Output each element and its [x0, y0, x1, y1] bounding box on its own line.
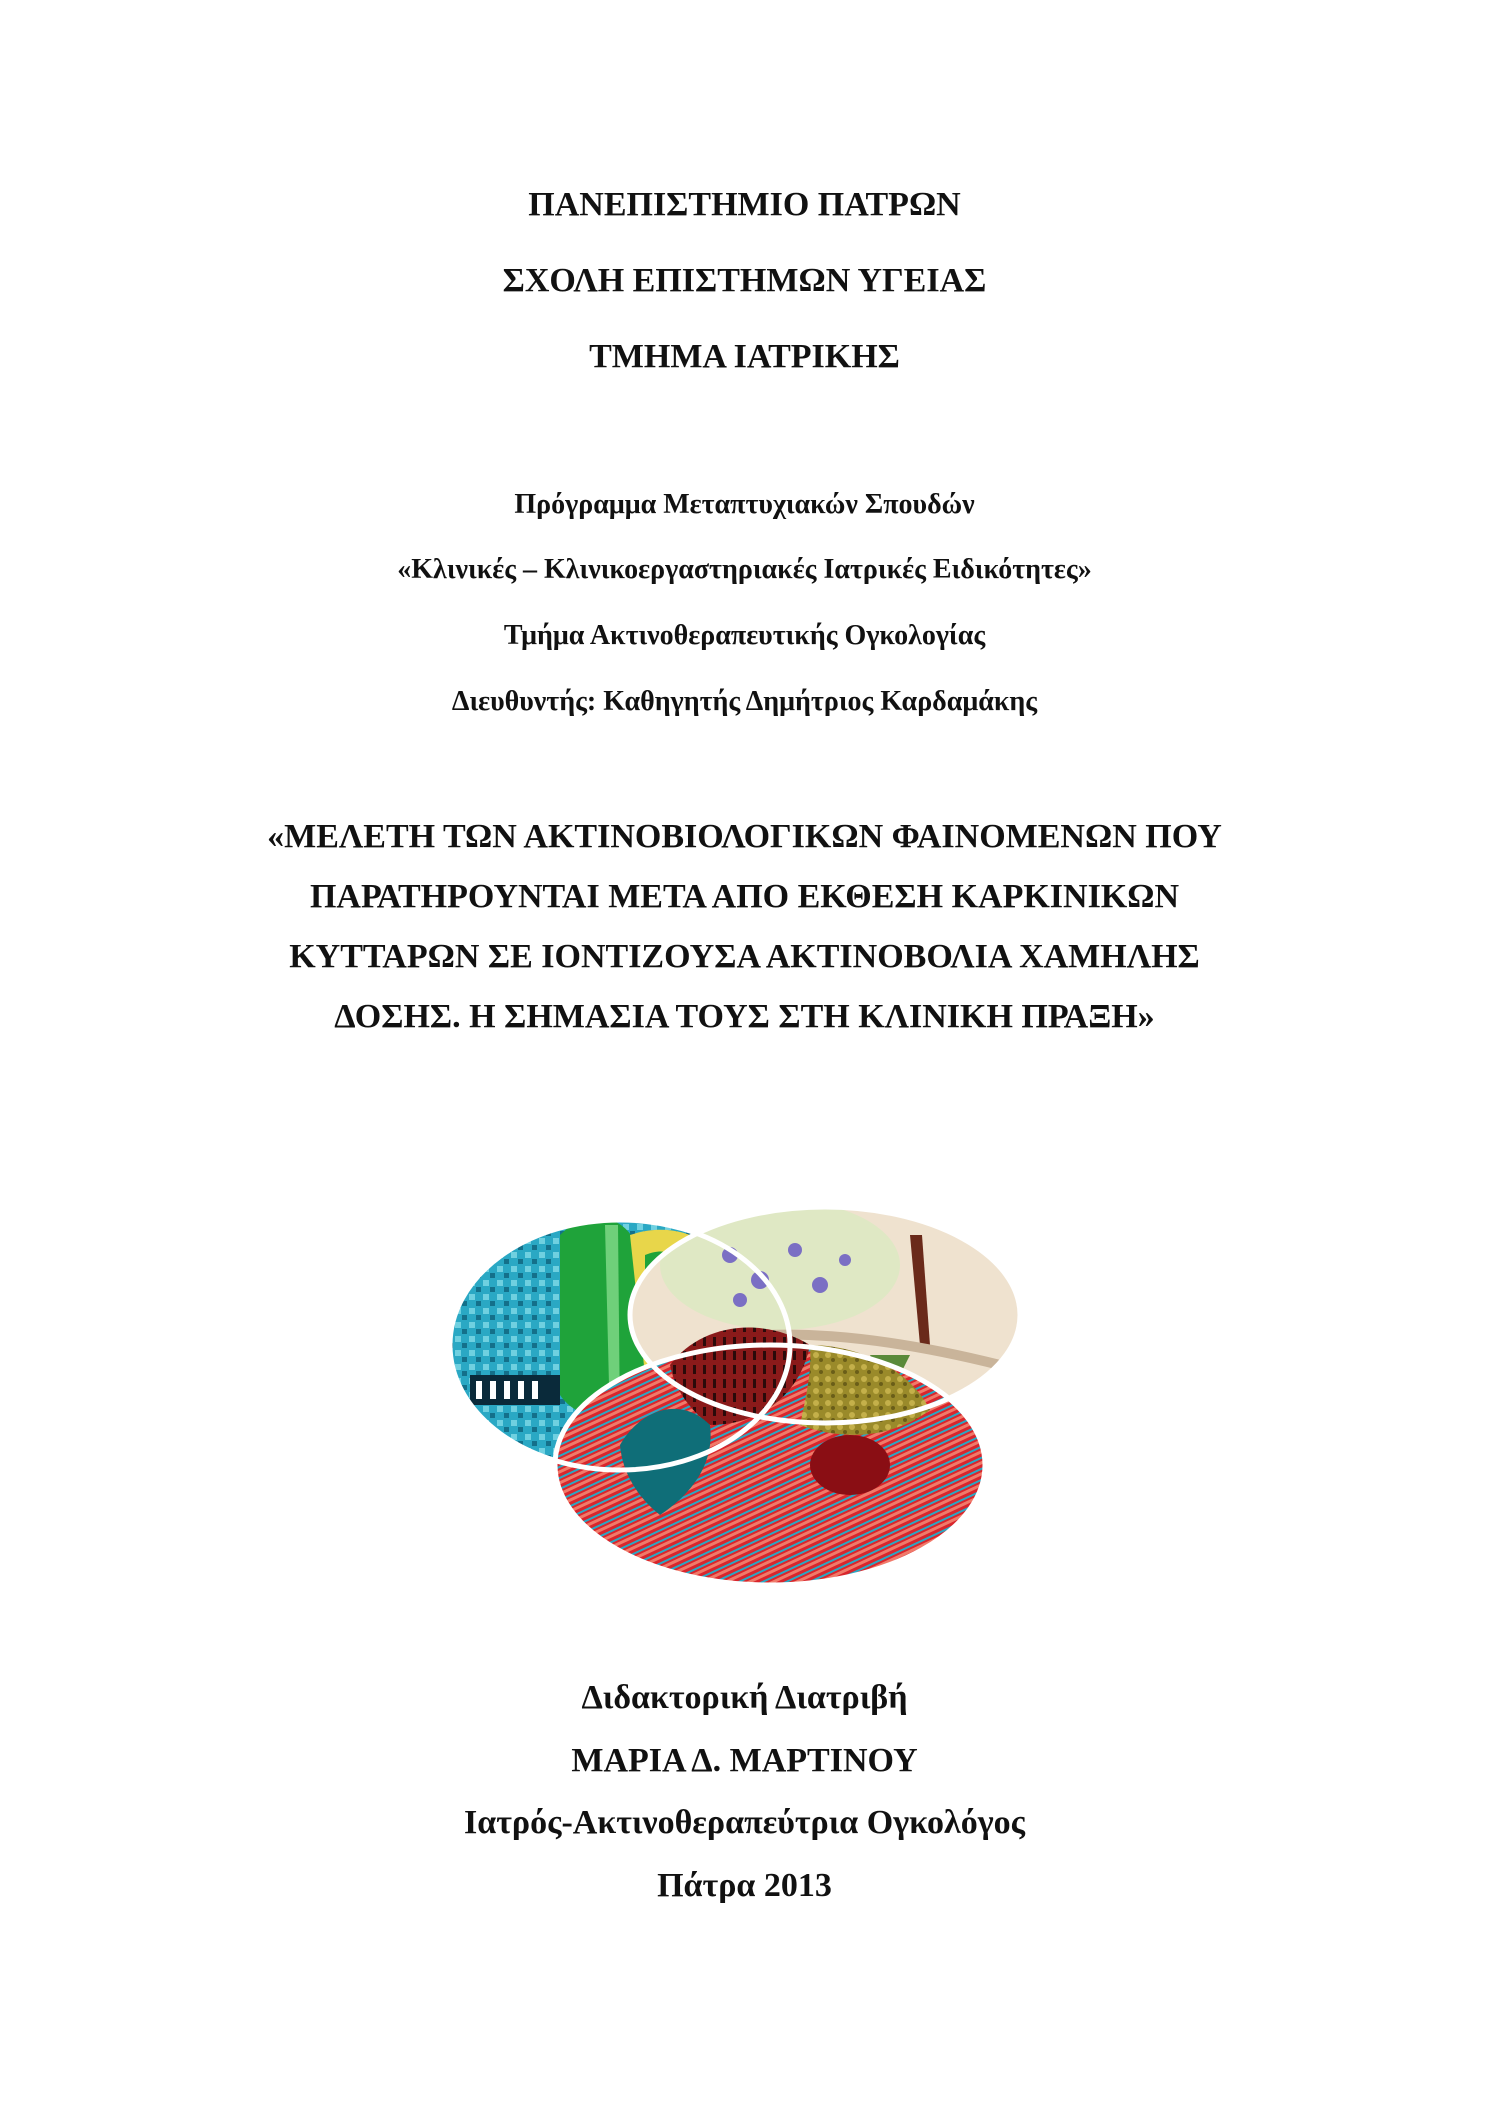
place-and-year: Πάτρα 2013 — [657, 1867, 832, 1904]
thesis-title-line-4: ΔΟΣΗΣ. Η ΣΗΜΑΣΙΑ ΤΟΥΣ ΣΤΗ ΚΛΙΝΙΚΗ ΠΡΑΞΗ» — [334, 998, 1155, 1035]
author-title: Ιατρός-Ακτινοθεραπεύτρια Ογκολόγος — [464, 1804, 1025, 1841]
program-specialties: «Κλινικές – Κλινικοεργαστηριακές Ιατρικές Ειδικότητες» — [397, 554, 1092, 585]
thesis-title-line-2: ΠΑΡΑΤΗΡΟΥΝΤΑΙ ΜΕΤΑ ΑΠΟ ΕΚΘΕΣΗ ΚΑΡΚΙΝΙΚΩΝ — [309, 878, 1180, 915]
department-name: ΤΜΗΜΑ ΙΑΤΡΙΚΗΣ — [589, 338, 900, 375]
program-department: Τμήμα Ακτινοθεραπευτικής Ογκολογίας — [503, 620, 986, 651]
cover-illustration — [440, 1195, 1040, 1595]
school-name: ΣΧΟΛΗ ΕΠΙΣΤΗΜΩΝ ΥΓΕΙΑΣ — [502, 262, 987, 299]
program-name: Πρόγραμμα Μεταπτυχιακών Σπουδών — [514, 489, 975, 520]
thesis-title-line-1: «ΜΕΛΕΤΗ ΤΩΝ ΑΚΤΙΝΟΒΙΟΛΟΓΙΚΩΝ ΦΑΙΝΟΜΕΝΩΝ ΠΟΥ — [267, 818, 1222, 855]
author-name: ΜΑΡΙΑ Δ. ΜΑΡΤΙΝΟΥ — [571, 1742, 918, 1779]
document-type: Διδακτορική Διατριβή — [581, 1679, 908, 1716]
university-name: ΠΑΝΕΠΙΣΤΗΜΙΟ ΠΑΤΡΩΝ — [528, 186, 961, 223]
thesis-title-line-3: ΚΥΤΤΑΡΩΝ ΣΕ ΙΟΝΤΙΖΟΥΣΑ ΑΚΤΙΝΟΒΟΛΙΑ ΧΑΜΗΛΗΣ — [289, 938, 1200, 975]
program-director: Διευθυντής: Καθηγητής Δημήτριος Καρδαμάκης — [451, 686, 1038, 717]
